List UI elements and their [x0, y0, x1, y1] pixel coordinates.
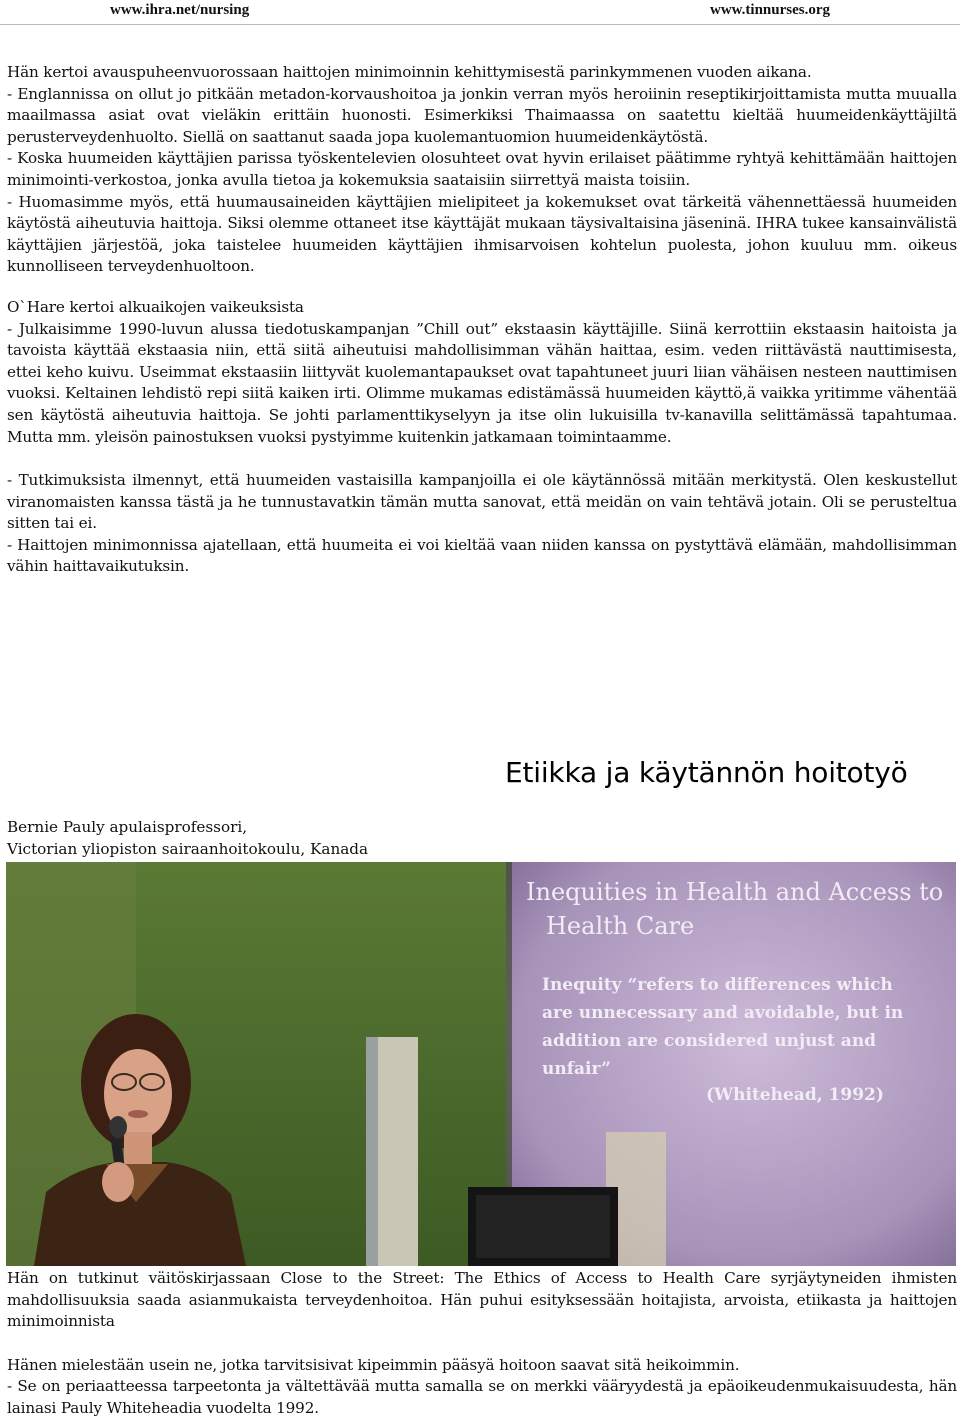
slide-line-3: addition are considered unjust and: [542, 1031, 877, 1051]
paragraph-chill-out: - Julkaisimme 1990-luvun alussa tiedotuskampanjan ”Chill out” ekstaasin käyttäjille. Siinä kerrottiin ekstaasin haitoista ja tavoista käyttää ekstaasia niin, että siitä aiheutuisi mahdollisimman vähän haittaa, esim. veden riittävästä nauttimisesta, ettei keho kuivu. Useimmat ekstaasiin liittyvät kuolemantapaukset ovat tapahtuneet juuri liian vähäisen nesteen nauttimisen vuoksi. Keltainen lehdistö repi siitä kaiken irti. Olimme mukamas edistämässä huumeiden käyttö,ä vaikka yritimme vähentää sen käytöstä aiheutuvia haittoja. Se johti parlamenttikyselyyn ja itse olin lukuisilla tv-kanavilla selittämässä tapahtumaa. Mutta mm. yleisön painostuksen vuoksi pystyimme kuitenkin jatkamaan toimintaamme.: [7, 319, 957, 446]
paragraph-intro: Hän kertoi avauspuheenvuorossaan haittojen minimoinnin kehittymisestä parinkymmenen vuoden aikana.: [7, 63, 812, 81]
paragraph-dissertation: Hän on tutkinut väitöskirjassaan Close to the Street: The Ethics of Access to Health Care syrjäytyneiden ihmisten mahdollisuuksia saada asianmukaista terveydenhoitoa. Hän puhui esityksessään hoitajista, arvoista, etiikasta ja haittojen minimoinnista: [7, 1269, 957, 1331]
header-url-left[interactable]: www.ihra.net/nursing: [110, 2, 250, 18]
article-body-after-photo: [7, 1268, 957, 1420]
page-header: [0, 0, 960, 26]
slide-line-1: Inequity “refers to differences which: [542, 975, 893, 995]
monitor-screen: [476, 1195, 610, 1258]
paragraph-england: - Englannissa on ollut jo pitkään metadon-korvaushoitoa ja jonkin verran myös heroiinin reseptikirjoittamista mutta muualla maailmassa asiat ovat vieläkin erittäin huonosti. Esimerkiksi Thaimaassa on saatettu kieltää huumeidenkäyttäjiltä perusterveydenhuolto. Siellä on saattanut saada jopa kuolemantuomion huumeidenkäytöstä.: [7, 84, 957, 146]
slide-line-4: unfair”: [542, 1059, 611, 1079]
photo-illustration: [6, 862, 956, 1266]
microphone-head: [109, 1116, 127, 1138]
slide-citation: (Whitehead, 1992): [706, 1085, 884, 1105]
byline: [7, 817, 368, 860]
slide-line-2: are unnecessary and avoidable, but in: [542, 1003, 904, 1023]
section-title: Etiikka ja käytännön hoitotyö: [505, 756, 908, 789]
article-body: [7, 62, 957, 578]
speaker-hand: [102, 1162, 134, 1202]
door: [378, 1037, 418, 1266]
speaker-mouth: [128, 1110, 148, 1118]
header-url-right[interactable]: www.tinnurses.org: [709, 2, 830, 18]
paragraph-whitehead: - Se on periaatteessa tarpeetonta ja vältettävää mutta samalla se on merkki vääryydestä ja epäoikeudenmukaisuudesta, hän lainasi Pauly Whiteheadia vuodelta 1992.: [7, 1377, 957, 1417]
slide-title-1: Inequities in Health and Access to: [526, 878, 944, 906]
conference-photo: [6, 862, 956, 1266]
paragraph-users: - Huomasimme myös, että huumausaineiden käyttäjien mielipiteet ja kokemukset ovat tärkeitä vähennettäessä huumeiden käytöstä aiheutuvia haittoja. Siksi olemme ottaneet itse käyttäjät mukaan täysivaltaisina jäseninä. IHRA tukee kansainvälistä käyttäjien järjestöä, joka taistelee huumeiden käyttäjien ihmisarvoisen kohtelun puolesta, johon kuuluu mm. oikeus kunnolliseen terveydenhuoltoon.: [7, 192, 957, 276]
paragraph-network: - Koska huumeiden käyttäjien parissa työskentelevien olosuhteet ovat hyvin erilaiset päätimme ryhtyä kehittämään haittojen minimointi-verkostoa, jonka avulla tietoa ja kokemuksia saataisiin siirrettyä maista toisiin.: [7, 149, 957, 189]
header-divider: [0, 24, 960, 25]
byline-affiliation: Victorian yliopiston sairaanhoitokoulu, Kanada: [7, 839, 369, 858]
speaker-neck: [124, 1132, 152, 1164]
paragraph-research: - Tutkimuksista ilmennyt, että huumeiden vastaisilla kampanjoilla ei ole käytännössä mitään merkitystä. Olen keskustellut viranomaisten kanssa tästä ja he tunnustavatkin tämän mutta sanovat, että meidän on vain tehtävä jotain. Oli se perusteltua sitten tai ei.: [7, 471, 957, 533]
paragraph-ohare: O`Hare kertoi alkuaikojen vaikeuksista: [7, 297, 304, 316]
slide-title-2: Health Care: [546, 912, 695, 940]
door-frame: [366, 1037, 378, 1266]
byline-role: Bernie Pauly apulaisprofessori,: [7, 818, 248, 836]
paragraph-harm-reduction: - Haittojen minimonnissa ajatellaan, että huumeita ei voi kieltää vaan niiden kanssa on pystyttävä elämään, mahdollisimman vähin haittavaikutuksin.: [7, 535, 957, 576]
paragraph-access: Hänen mielestään usein ne, jotka tarvitsisivat kipeimmin pääsyä hoitoon saavat sitä heikoimmin.: [7, 1355, 740, 1374]
